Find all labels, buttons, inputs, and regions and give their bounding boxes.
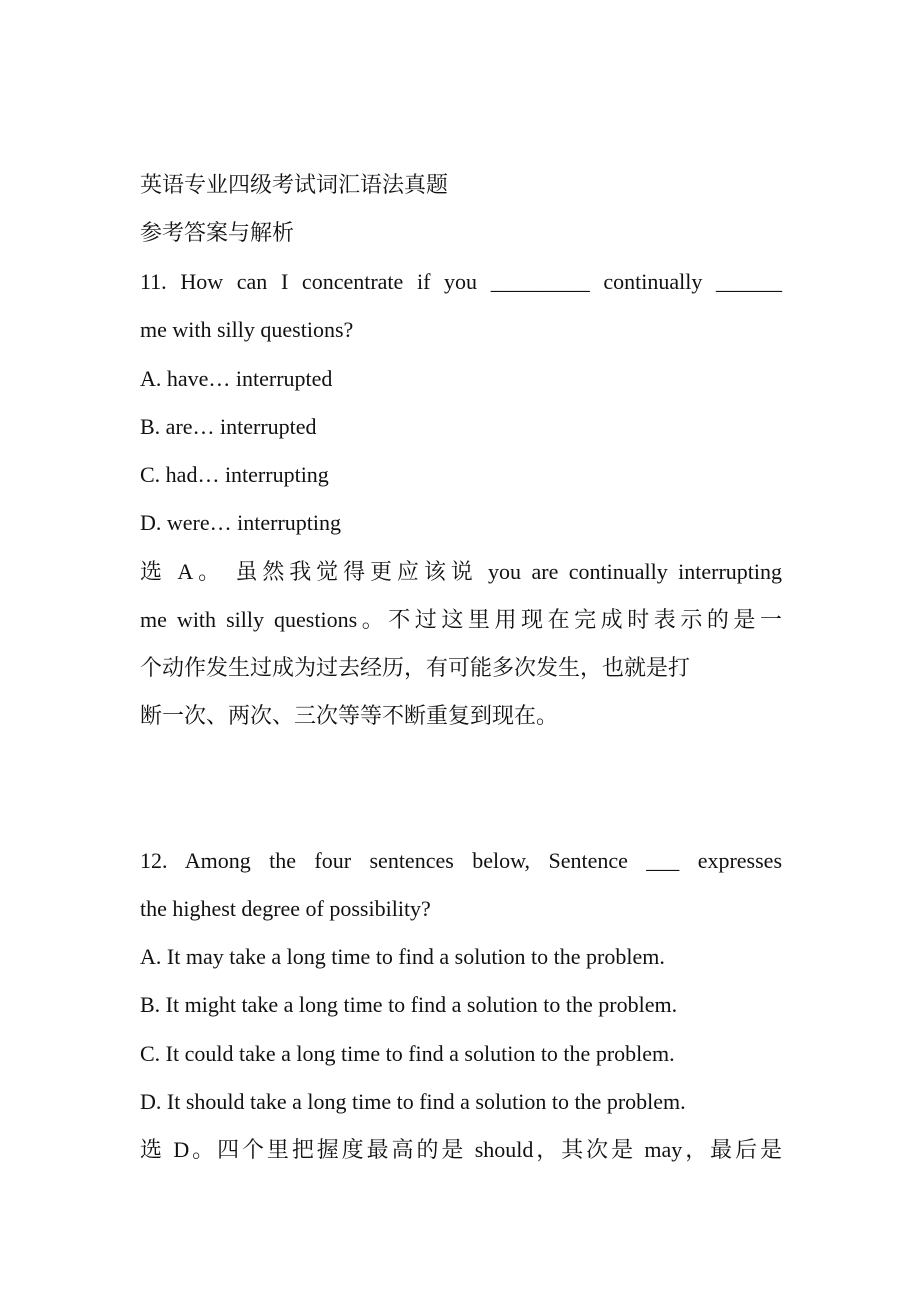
option-c: C. It could take a long time to find a solution to the problem. xyxy=(140,1041,675,1066)
document-subtitle: 参考答案与解析 xyxy=(140,220,295,245)
question-stem-line: me with silly questions? xyxy=(140,317,354,342)
option-a: A. have… interrupted xyxy=(140,366,333,391)
question-stem-line: 11. How can I concentrate if you _________ continually ______ xyxy=(140,269,782,294)
explanation-line: 选 A。 虽然我觉得更应该说 you are continually interrupting xyxy=(140,559,782,584)
explanation-line: 个动作发生过成为过去经历，有可能多次发生，也就是打 xyxy=(140,655,691,680)
option-d: D. It should take a long time to find a solution to the problem. xyxy=(140,1089,686,1114)
explanation-line: me with silly questions。不过这里用现在完成时表示的是一 xyxy=(140,607,782,632)
explanation-line: 断一次、两次、三次等等不断重复到现在。 xyxy=(140,703,559,728)
question-stem-line: the highest degree of possibility? xyxy=(140,896,431,921)
question-stem-line: 12. Among the four sentences below, Sentence ___ expresses xyxy=(140,848,782,873)
option-b: B. are… interrupted xyxy=(140,414,317,439)
option-d: D. were… interrupting xyxy=(140,510,341,535)
option-b: B. It might take a long time to find a solution to the problem. xyxy=(140,992,678,1017)
document-title: 英语专业四级考试词汇语法真题 xyxy=(140,172,449,197)
explanation-line: 选 D。四个里把握度最高的是 should，其次是 may，最后是 xyxy=(140,1137,782,1162)
option-c: C. had… interrupting xyxy=(140,462,329,487)
option-a: A. It may take a long time to find a solution to the problem. xyxy=(140,944,665,969)
